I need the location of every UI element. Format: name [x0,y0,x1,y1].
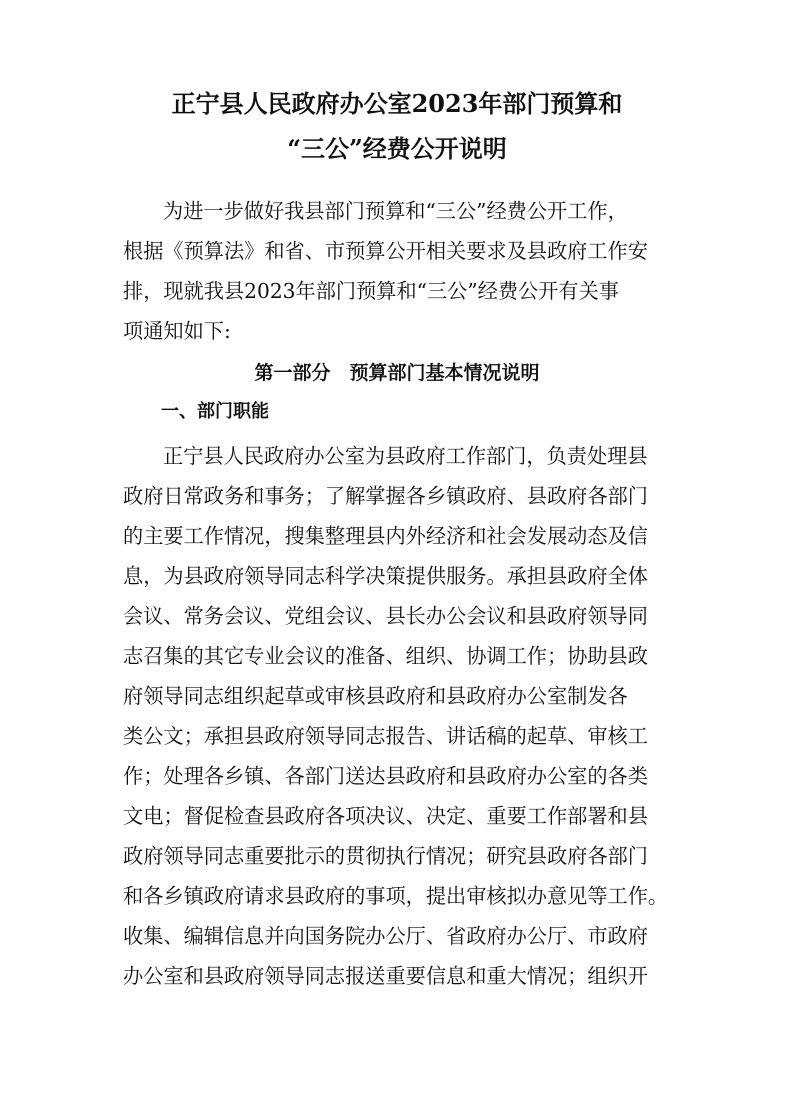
duties-line: 的主要工作情况，搜集整理县内外经济和社会发展动态及信 [123,524,648,548]
duties-line: 政府日常政务和事务；了解掌握各乡镇政府、县政府各部门 [123,484,648,508]
duties-line: 正宁县人民政府办公室为县政府工作部门，负责处理县 [163,444,648,468]
duties-line: 息，为县政府领导同志科学决策提供服务。承担县政府全体 [123,564,648,588]
duties-line: 会议、常务会议、党组会议、县长办公会议和县政府领导同 [123,604,648,628]
duties-line: 府领导同志组织起草或审核县政府和县政府办公室制发各 [123,684,628,708]
document-title-line-1: 正宁县人民政府办公室2023年部门预算和 [171,89,623,118]
duties-line: 作；处理各乡镇、各部门送达县政府和县政府办公室的各类 [123,764,648,788]
duties-line: 办公室和县政府领导同志报送重要信息和重大情况；组织开 [123,964,648,988]
intro-line: 根据《预算法》和省、市预算公开相关要求及县政府工作安 [123,239,648,263]
part-one-heading: 第一部分 预算部门基本情况说明 [254,362,540,384]
intro-line: 项通知如下: [123,319,231,343]
duties-line: 文电；督促检查县政府各项决议、决定、重要工作部署和县 [123,804,648,828]
intro-line: 排，现就我县2023年部门预算和“三公”经费公开有关事 [123,279,619,303]
intro-line: 为进一步做好我县部门预算和“三公”经费公开工作， [163,199,628,223]
duties-line: 志召集的其它专业会议的准备、组织、协调工作；协助县政 [123,644,648,668]
document-title-line-2: “三公”经费公开说明 [287,134,507,163]
duties-line: 类公文；承担县政府领导同志报告、讲话稿的起草、审核工 [123,724,648,748]
intro-paragraph [123,191,675,351]
duties-line: 收集、编辑信息并向国务院办公厅、省政府办公厅、市政府 [123,924,648,948]
section-heading-department-functions: 一、部门职能 [161,401,269,422]
department-functions-paragraph [123,436,675,996]
duties-line: 政府领导同志重要批示的贯彻执行情况；研究县政府各部门 [123,844,648,868]
duties-line: 和各乡镇政府请求县政府的事项，提出审核拟办意见等工作。 [123,884,669,908]
